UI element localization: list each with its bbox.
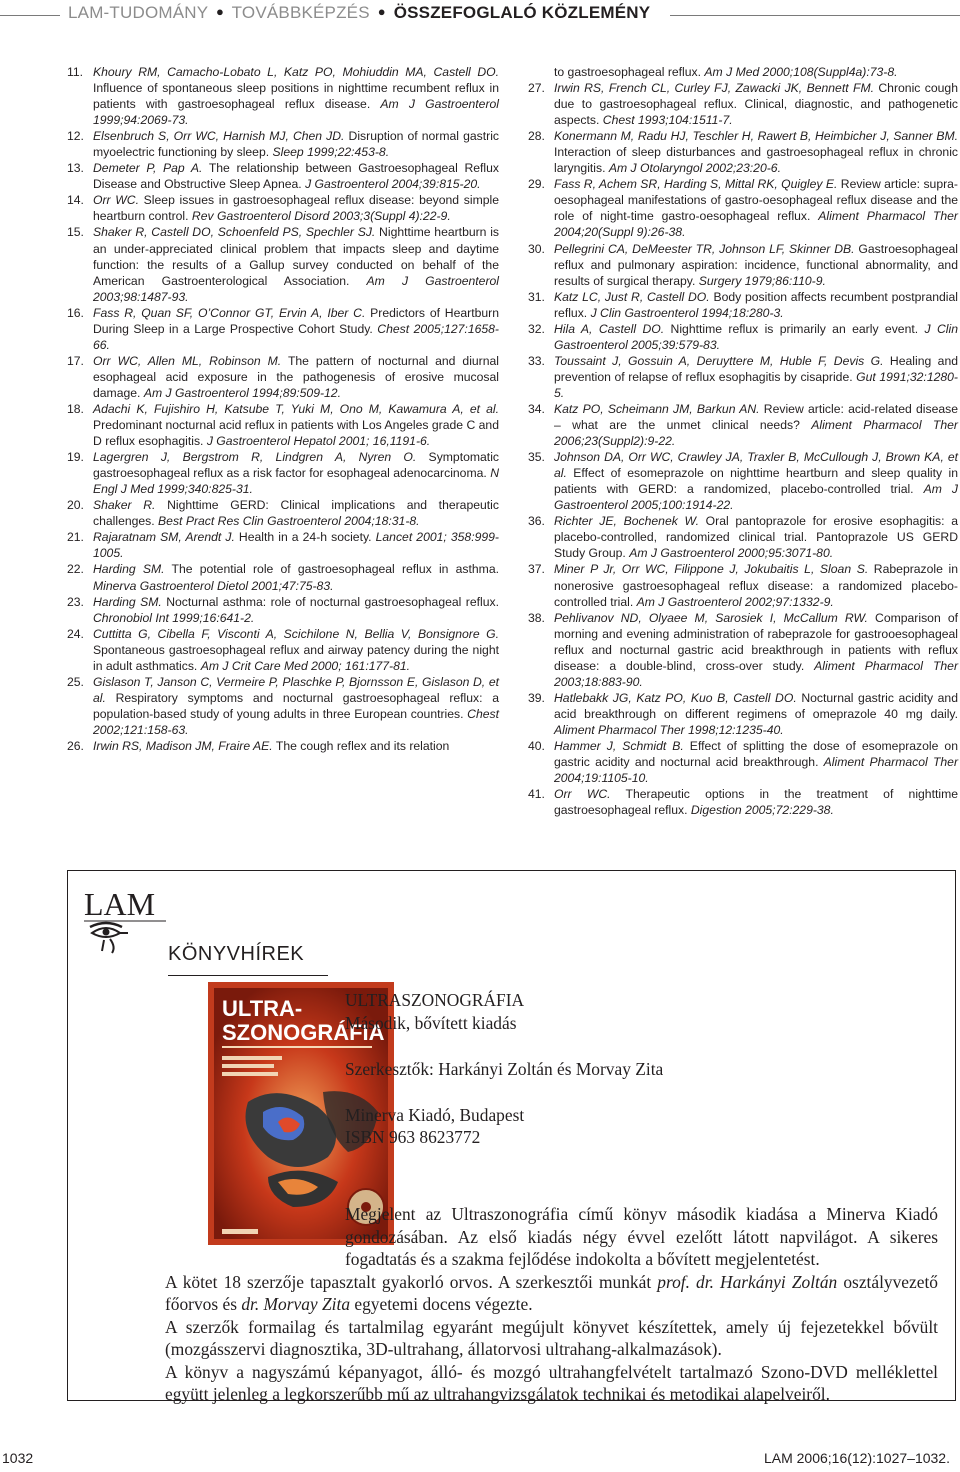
reference-item bbox=[528, 610, 958, 690]
reference-title: Healing and prevention of relapse of reflux esophagitis by cisapride. bbox=[554, 353, 958, 384]
reference-item bbox=[528, 353, 958, 401]
reference-title: Effect of esomeprazole on nighttime heartburn and sleep quality in patients with GERD: a randomized, placebo-controlled trial. bbox=[554, 466, 958, 497]
reference-number: 39. bbox=[528, 690, 545, 705]
reference-journal: Surgery 1979;86:110-9. bbox=[698, 273, 826, 288]
reference-journal: J Clin Gastroenterol 1994;18:280-3. bbox=[590, 305, 784, 320]
reference-journal: Am J Crit Care Med 2000; 161:177-81. bbox=[200, 658, 411, 673]
reference-number: 41. bbox=[528, 787, 545, 802]
reference-title: Body position affects recumbent postprandial reflux. bbox=[554, 289, 958, 320]
reference-number: 25. bbox=[67, 674, 84, 689]
reference-journal: Am J Gastroenterol 2002;97:1332-9. bbox=[636, 594, 834, 609]
reference-item bbox=[67, 305, 499, 353]
reference-item bbox=[528, 513, 958, 561]
reference-number: 37. bbox=[528, 562, 545, 577]
reference-title: The cough reflex and its relation bbox=[272, 738, 450, 753]
reference-journal: Lancet 2001; 358:999-1005. bbox=[93, 530, 499, 561]
reference-authors: Shaker R. bbox=[93, 498, 156, 513]
reference-journal: J Gastroenterol Hepatol 2001; 16,1191-6. bbox=[206, 434, 431, 449]
reference-title: Rabeprazole in nonerosive gastroesophageal reflux disease: a randomized placebo-controlled trial. bbox=[554, 562, 958, 609]
reference-number: 20. bbox=[67, 498, 84, 513]
header-rule-right bbox=[670, 15, 960, 16]
reference-title: Review article: acid-related disease – what are the unmet clinical needs? bbox=[554, 401, 959, 433]
reference-item bbox=[528, 241, 958, 289]
reference-journal: Aliment Pharmacol Ther 2004;19:1105-10. bbox=[554, 755, 958, 786]
reference-journal: Chest 1993;104:1511-7. bbox=[602, 113, 733, 128]
book-title: ULTRASZONOGRÁFIA bbox=[345, 990, 525, 1010]
journal-citation: LAM 2006;16(12):1027–1032. bbox=[763, 1450, 950, 1466]
reference-authors: Elsenbruch S, Orr WC, Harnish MJ, Chen JD. bbox=[93, 129, 345, 144]
reference-authors: Khoury RM, Camacho-Lobato L, Katz PO, Mohiuddin MA, Castell DO. bbox=[93, 65, 499, 79]
book-isbn: ISBN 963 8623772 bbox=[345, 1127, 481, 1147]
reference-number: 36. bbox=[528, 514, 545, 529]
reference-authors: Harding SM. bbox=[93, 562, 165, 577]
reference-number: 12. bbox=[67, 129, 84, 144]
reference-journal: Aliment Pharmacol Ther 1998;12:1235-40. bbox=[554, 722, 784, 737]
book-edition: Második, bővített kiadás bbox=[345, 1012, 517, 1033]
description-paragraph-3: A könyv a nagyszámú képanyagot, álló- és mozgó ultrahangfelvételt tartalmazó Szono-DVD melléklettel együtt jelenleg a legkorszerűbb mű az ultrahangvizsgálatok technikai és metodikai alapelveiről. bbox=[165, 1361, 938, 1404]
reference-title: Symptomatic gastroesophageal reflux as a risk factor for esophageal adenocarcinoma. bbox=[93, 450, 499, 481]
reference-number: 35. bbox=[528, 450, 545, 465]
reference-authors: Richter JE, Bochenek W. bbox=[554, 514, 699, 529]
reference-journal: J Clin Gastroenterol 2005;39:579-83. bbox=[554, 321, 958, 352]
reference-item bbox=[528, 289, 958, 321]
reference-number: 40. bbox=[528, 738, 545, 753]
book-publisher: Minerva Kiadó, Budapest bbox=[345, 1104, 525, 1125]
reference-number: 32. bbox=[528, 321, 545, 336]
reference-journal: Am J Gastroenterol 1999;94:2069-73. bbox=[93, 97, 499, 128]
reference-number: 18. bbox=[67, 401, 84, 416]
reference-continuation: to gastroesophageal reflux. Am J Med 2000;108(Suppl4a):73-8. bbox=[554, 65, 898, 79]
reference-item bbox=[67, 497, 499, 529]
reference-title: Respiratory symptoms and nocturnal gastroesophageal reflux: a population-based study of young adults in three European countries. bbox=[93, 690, 499, 721]
reference-item bbox=[528, 738, 958, 786]
reference-authors: Pellegrini CA, DeMeester TR, Johnson LF, Skinner DB. bbox=[554, 241, 855, 256]
reference-number: 14. bbox=[67, 193, 84, 208]
reference-item bbox=[528, 401, 958, 449]
reference-journal: Sleep 1999;22:453-8. bbox=[272, 145, 390, 160]
reference-item bbox=[67, 594, 499, 626]
reference-title: The pattern of nocturnal and diurnal esophageal acid exposure in the pathogenesis of erosive mucosal damage. bbox=[93, 353, 500, 400]
reference-journal: Am J Gastroenterol 2000;95:3071-80. bbox=[629, 546, 834, 561]
reference-number: 16. bbox=[67, 305, 84, 320]
reference-authors: Orr WC. bbox=[554, 787, 611, 802]
reference-authors: Gislason T, Janson C, Vermeire P, Plaschke P, Bjornsson E, Gislason D, et al. bbox=[93, 674, 499, 705]
reference-number: 22. bbox=[67, 562, 84, 577]
reference-authors: Demeter P, Pap A. bbox=[93, 161, 203, 176]
reference-number: 28. bbox=[528, 129, 545, 144]
reference-title: Nighttime GERD: Clinical implications and therapeutic challenges. bbox=[93, 498, 499, 529]
reference-item bbox=[67, 353, 499, 401]
reference-journal: Gut 1991;32:1280-5. bbox=[554, 369, 958, 400]
reference-authors: Hatlebakk JG, Katz PO, Kuo B, Castell DO. bbox=[554, 690, 797, 705]
reference-number: 38. bbox=[528, 610, 545, 625]
reference-authors: Miner P Jr, Orr WC, Filippone J, Jokubaitis L, Sloan S. bbox=[554, 562, 869, 577]
reference-title: The potential role of gastroesophageal reflux in asthma. bbox=[164, 562, 499, 577]
references-right-column bbox=[528, 64, 958, 818]
bullet-icon: ● bbox=[215, 4, 224, 19]
reference-number: 33. bbox=[528, 353, 545, 368]
header-section-1: LAM-TUDOMÁNY bbox=[68, 3, 208, 22]
reference-title: Chronic cough due to gastroesophageal reflux. Clinical, diagnostic, and pathogenetic aspects. bbox=[554, 81, 958, 128]
reference-title: Sleep issues in gastroesophageal reflux disease: beyond simple heartburn control. bbox=[93, 193, 499, 224]
reference-journal: Am J Gastroenterol 2003;98:1487-93. bbox=[93, 273, 499, 304]
svg-text:LAM: LAM bbox=[84, 886, 156, 922]
reference-title: Health in a 24-h society. bbox=[234, 530, 376, 545]
reference-item bbox=[67, 401, 499, 449]
reference-number: 15. bbox=[67, 225, 84, 240]
reference-journal: Chest 2005;127:1658-66. bbox=[93, 321, 499, 352]
reference-item bbox=[67, 561, 499, 593]
reference-journal: Aliment Pharmacol Ther 2006;23(Suppl2):9-22. bbox=[554, 418, 958, 449]
reference-item bbox=[67, 224, 499, 304]
reference-authors: Irwin RS, Madison JM, Fraire AE. bbox=[93, 738, 273, 753]
reference-authors: Harding SM. bbox=[93, 594, 162, 609]
reference-authors: Fass R, Quan SF, O’Connor GT, Ervin A, Iber C. bbox=[93, 305, 366, 320]
reference-title: Oral pantoprazole for erosive esophagitis: a placebo-controlled, randomized clinical trial. Pantoprazole US GERD Study Group. bbox=[554, 514, 958, 561]
description-paragraph-1b: A kötet 18 szerzője tapasztalt gyakorló orvos. A szerkesztői munkát prof. dr. Harkányi Zoltán osztályvezető főorvos és dr. Morvay Zita egyetemi docens végezte. bbox=[165, 1271, 938, 1314]
references-left-column bbox=[67, 64, 499, 754]
reference-item bbox=[67, 738, 499, 754]
reference-title: Disruption of normal gastric myoelectric functioning by sleep. bbox=[93, 129, 499, 160]
reference-number: 27. bbox=[528, 81, 545, 96]
header-rule-left bbox=[0, 15, 60, 16]
reference-journal: Am J Otolaryngol 2002;23:20-6. bbox=[608, 161, 781, 176]
reference-number: 23. bbox=[67, 594, 84, 609]
reference-title: Effect of splitting the dose of esomeprazole on gastric acidity and nocturnal acid breakthrough. bbox=[554, 738, 958, 770]
reference-journal: Aliment Pharmacol Ther 2004;20(Suppl 9):26-38. bbox=[554, 209, 958, 240]
reference-authors: Hammer J, Schmidt B. bbox=[554, 738, 684, 753]
reference-item bbox=[528, 449, 958, 513]
book-details bbox=[345, 989, 945, 1149]
reference-title: Predictors of Heartburn During Sleep in a Large Prospective Cohort Study. bbox=[93, 305, 499, 336]
reference-item bbox=[67, 192, 499, 224]
reference-authors: Lagergren J, Bergstrom R, Lindgren A, Nyren O. bbox=[93, 450, 417, 465]
reference-number: 30. bbox=[528, 241, 545, 256]
reference-authors: Katz LC, Just R, Castell DO. bbox=[554, 289, 710, 304]
book-editors: Szerkesztők: Harkányi Zoltán és Morvay Zita bbox=[345, 1059, 664, 1079]
reference-authors: Cuttitta G, Cibella F, Visconti A, Scichilone N, Bellia V, Bonsignore G. bbox=[93, 626, 499, 641]
reference-item bbox=[67, 128, 499, 160]
bullet-icon: ● bbox=[377, 4, 386, 19]
reference-item bbox=[67, 64, 499, 128]
reference-authors: Pehlivanov ND, Olyaee M, Sarosiek I, McCallum RW. bbox=[554, 610, 868, 625]
reference-item bbox=[528, 786, 958, 818]
reference-number: 24. bbox=[67, 626, 84, 641]
reference-item bbox=[528, 561, 958, 609]
reference-journal: Minerva Gastroenterol Dietol 2001;47:75-83. bbox=[93, 578, 334, 593]
reference-item bbox=[528, 80, 958, 128]
reference-number: 31. bbox=[528, 289, 545, 304]
reference-item bbox=[528, 321, 958, 353]
reference-authors: Shaker R, Castell DO, Schoenfeld PS, Spechler SJ. bbox=[93, 225, 376, 240]
reference-journal: Chronobiol Int 1999;16:641-2. bbox=[93, 610, 255, 625]
reference-authors: Adachi K, Fujishiro H, Katsube T, Yuki M, Ono M, Kawamura A, et al. bbox=[93, 401, 499, 416]
reference-title: Interaction of sleep disturbances and gastroesophageal reflux in chronic laryngitis. bbox=[554, 145, 958, 176]
reference-title: The relationship between Gastroesophageal Reflux Disease and Obstructive Sleep Apnea. bbox=[93, 161, 499, 192]
page-number: 1032 bbox=[2, 1450, 34, 1466]
svg-text:SZONOGRÁFIA: SZONOGRÁFIA bbox=[222, 1020, 385, 1045]
reference-journal: Digestion 2005;72:229-38. bbox=[690, 803, 834, 818]
section-title: KÖNYVHÍREK bbox=[168, 943, 305, 965]
reference-journal: J Gastroenterol 2004;39:815-20. bbox=[305, 177, 481, 192]
reference-title: Spontaneous gastroesophageal reflux and airway patency during the night in adult asthmatics. bbox=[93, 642, 499, 673]
reference-number: 26. bbox=[67, 738, 84, 753]
svg-text:ULTRA-: ULTRA- bbox=[222, 996, 303, 1021]
reference-item bbox=[67, 674, 499, 738]
reference-title: Predominant nocturnal acid reflux in patients with Los Angeles grade C and D reflux esophagitis. bbox=[93, 418, 499, 449]
reference-title: Gastroesophageal reflux and pulmonary aspiration: incidence, functional abnormality, and results of surgical therapy. bbox=[554, 241, 959, 288]
section-title-rule bbox=[168, 975, 328, 976]
reference-authors: Orr WC. bbox=[93, 193, 139, 208]
reference-number: 34. bbox=[528, 401, 545, 416]
reference-title: Nocturnal gastric acidity and acid breakthrough on different regimens of omeprazole 40 mg daily. bbox=[554, 690, 958, 721]
reference-authors: Katz PO, Scheimann JM, Barkun AN. bbox=[554, 401, 760, 416]
header-section-2: TOVÁBBKÉPZÉS bbox=[231, 3, 370, 22]
reference-item bbox=[528, 128, 958, 176]
reference-authors: Konermann M, Radu HJ, Teschler H, Rawert B, Heimbicher J, Sanner BM. bbox=[554, 129, 958, 144]
reference-number: 17. bbox=[67, 353, 84, 368]
reference-title: Influence of spontaneous sleep positions in nighttime recumbent reflux in patients with gastroesophageal reflux disease. bbox=[93, 81, 499, 112]
reference-number: 29. bbox=[528, 177, 545, 192]
reference-number: 19. bbox=[67, 450, 84, 465]
reference-item bbox=[528, 176, 958, 240]
description-paragraph-2: A szerzők formailag és tartalmilag egyaránt megújult könyvet készítettek, amely új fejezetekkel bővült (mozgásszervi diagnosztika, 3D-ultrahang, állatorvosi ultrahang-alkalmazások). bbox=[165, 1316, 938, 1359]
reference-title: Nighttime reflux is primarily an early event. bbox=[664, 321, 925, 336]
reference-item bbox=[67, 449, 499, 497]
reference-number: 11. bbox=[67, 65, 84, 79]
lam-logo bbox=[82, 885, 170, 955]
reference-title: Nocturnal asthma: role of nocturnal gastroesophageal reflux. bbox=[161, 594, 499, 609]
book-news-box bbox=[67, 870, 956, 1404]
reference-number: 13. bbox=[67, 161, 84, 176]
reference-item bbox=[528, 690, 958, 738]
reference-journal: Chest 2002;121:158-63. bbox=[93, 706, 499, 737]
reference-title: Comparison of morning and evening administration of rabeprazole for gastrooesophageal reflux and nocturnal gastric acid breakthrough in patients with reflux disease: a double-blind, cross-over study. bbox=[554, 610, 958, 673]
book-description bbox=[165, 1204, 938, 1406]
reference-journal: Am J Gastroenterol 2005;100:1914-22. bbox=[554, 482, 959, 513]
reference-authors: Fass R, Achem SR, Harding S, Mittal RK, Quigley E. bbox=[554, 177, 838, 192]
reference-authors: Orr WC, Allen ML, Robinson M. bbox=[93, 353, 282, 368]
reference-title: Therapeutic options in the treatment of nighttime gastroesophageal reflux. bbox=[554, 787, 958, 818]
reference-item bbox=[67, 529, 499, 561]
reference-authors: Irwin RS, French CL, Curley FJ, Zawacki JK, Bennett FM. bbox=[554, 81, 874, 96]
reference-number: 21. bbox=[67, 530, 84, 545]
reference-journal: Rev Gastroenterol Disord 2003;3(Suppl 4):22-9. bbox=[191, 209, 451, 224]
header-section-3: ÖSSZEFOGLALÓ KÖZLEMÉNY bbox=[393, 3, 651, 22]
reference-journal: N Engl J Med 1999;340:825-31. bbox=[93, 466, 499, 497]
running-header bbox=[68, 3, 650, 23]
reference-authors: Johnson DA, Orr WC, Crawley JA, Traxler B, McCullough J, Brown KA, et al. bbox=[554, 450, 958, 481]
reference-authors: Hila A, Castell DO. bbox=[554, 321, 665, 336]
reference-item bbox=[67, 160, 499, 192]
reference-authors: Toussaint J, Gossuin A, Deruyttere M, Huble F, Devis G. bbox=[554, 353, 884, 368]
reference-authors: Rajaratnam SM, Arendt J. bbox=[93, 530, 235, 545]
description-paragraph-1a: Megjelent az Ultraszonográfia című könyv második kiadása a Minerva Kiadó gondozásában. Az első kiadás négy évvel ezelőtt látott napvilágot. A sikeres fogadtatás és a szakma fejlődése indokolta a bővített megjelentetést. bbox=[345, 1204, 938, 1269]
reference-item bbox=[67, 626, 499, 674]
reference-title: Review article: supra-oesophageal manifestations of gastro-oesophageal reflux disease and the role of night-time gastro-oesophageal reflux. bbox=[554, 177, 958, 224]
reference-journal: Aliment Pharmacol Ther 2003;18:883-90. bbox=[554, 658, 959, 689]
reference-journal: Am J Gastroenterol 1994;89:509-12. bbox=[143, 385, 341, 400]
reference-journal: Best Pract Res Clin Gastroenterol 2004;18:31-8. bbox=[158, 514, 420, 529]
reference-title: Nighttime heartburn is an under-appreciated clinical problem that impacts sleep and daytime function: the results of a Gallup survey conducted on behalf of the American Gastroenterological Association. bbox=[93, 225, 500, 288]
